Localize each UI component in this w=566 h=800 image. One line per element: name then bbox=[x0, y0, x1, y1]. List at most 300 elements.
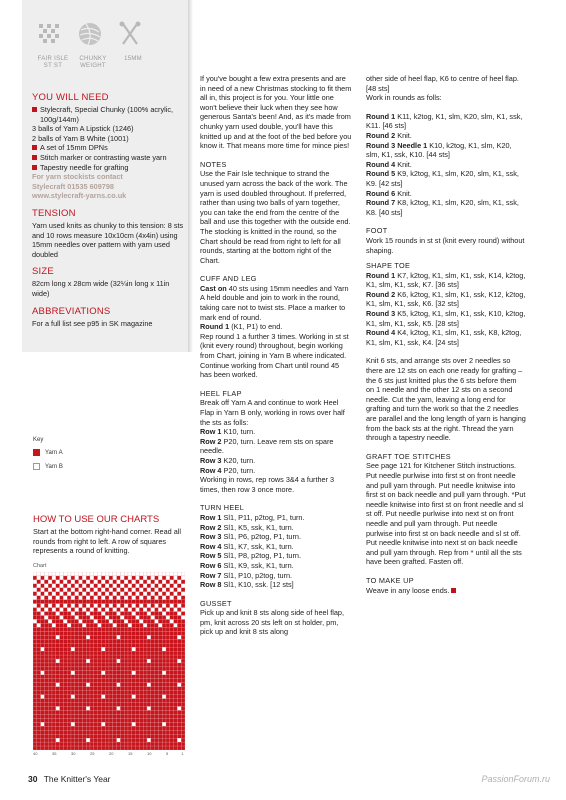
chart-cell bbox=[60, 687, 64, 691]
chart-cell bbox=[48, 730, 52, 734]
chart-cell bbox=[147, 635, 151, 639]
chart-cell bbox=[75, 608, 79, 612]
chart-cell bbox=[132, 726, 136, 730]
chart-cell bbox=[98, 679, 102, 683]
chart-cell bbox=[181, 695, 185, 699]
chart-cell bbox=[139, 718, 143, 722]
chart-cell bbox=[117, 687, 121, 691]
chart-cell bbox=[98, 746, 102, 750]
chart-cell bbox=[90, 651, 94, 655]
chart-cell bbox=[94, 580, 98, 584]
chart-cell bbox=[79, 663, 83, 667]
chart-cell bbox=[147, 604, 151, 608]
chart-cell bbox=[67, 679, 71, 683]
chart-cell bbox=[109, 675, 113, 679]
chart-cell bbox=[120, 619, 124, 623]
chart-cell bbox=[132, 659, 136, 663]
chart-cell bbox=[120, 742, 124, 746]
chart-cell bbox=[75, 623, 79, 627]
chart-cell bbox=[166, 691, 170, 695]
chart-cell bbox=[117, 631, 121, 635]
chart-cell bbox=[181, 734, 185, 738]
chart-cell bbox=[177, 671, 181, 675]
chart-cell bbox=[37, 683, 41, 687]
chart-cell bbox=[52, 683, 56, 687]
chart-cell bbox=[166, 619, 170, 623]
chart-cell bbox=[162, 627, 166, 631]
chart-cell bbox=[136, 639, 140, 643]
chart-cell bbox=[101, 604, 105, 608]
chart-cell bbox=[166, 651, 170, 655]
chart-cell bbox=[48, 710, 52, 714]
chart-cell bbox=[113, 667, 117, 671]
yarn-ball-icon bbox=[76, 20, 104, 48]
chart-cell bbox=[60, 580, 64, 584]
chart-cell bbox=[170, 639, 174, 643]
chart-cell bbox=[105, 730, 109, 734]
chart-cell bbox=[158, 726, 162, 730]
chart-cell bbox=[79, 671, 83, 675]
chart-cell bbox=[75, 596, 79, 600]
chart-cell bbox=[101, 710, 105, 714]
chart-cell bbox=[41, 671, 45, 675]
chart-cell bbox=[56, 738, 60, 742]
chart-cell bbox=[132, 651, 136, 655]
chart-cell bbox=[37, 608, 41, 612]
chart-cell bbox=[98, 699, 102, 703]
chart-cell bbox=[139, 691, 143, 695]
chart-cell bbox=[155, 675, 159, 679]
chart-cell bbox=[67, 734, 71, 738]
chart-cell bbox=[151, 699, 155, 703]
chart-cell bbox=[48, 742, 52, 746]
chart-cell bbox=[147, 663, 151, 667]
watermark-text: PassionForum.ru bbox=[481, 774, 550, 784]
chart-cell bbox=[132, 675, 136, 679]
chart-cell bbox=[67, 651, 71, 655]
chart-cell bbox=[136, 612, 140, 616]
chart-cell bbox=[101, 596, 105, 600]
chart-cell bbox=[86, 596, 90, 600]
chart-cell bbox=[33, 718, 37, 722]
abbreviations-heading: ABBREVIATIONS bbox=[32, 305, 111, 317]
chart-cell bbox=[44, 576, 48, 580]
chart-cell bbox=[33, 580, 37, 584]
chart-cell bbox=[101, 742, 105, 746]
chart-cell bbox=[75, 746, 79, 750]
chart-cell bbox=[174, 695, 178, 699]
chart-cell bbox=[128, 639, 132, 643]
chart-cell bbox=[41, 659, 45, 663]
chart-cell bbox=[117, 596, 121, 600]
chart-cell bbox=[86, 714, 90, 718]
foot-text: Work 15 rounds in st st (knit every round) without shaping. bbox=[366, 235, 525, 255]
chart-cell bbox=[147, 596, 151, 600]
chart-cell bbox=[33, 679, 37, 683]
chart-cell bbox=[44, 695, 48, 699]
chart-cell bbox=[177, 718, 181, 722]
chart-cell bbox=[166, 635, 170, 639]
chart-cell bbox=[120, 738, 124, 742]
chart-cell bbox=[136, 703, 140, 707]
chart-cell bbox=[90, 635, 94, 639]
chart-cell bbox=[37, 576, 41, 580]
chart-cell bbox=[67, 623, 71, 627]
chart-cell bbox=[52, 612, 56, 616]
chart-cell bbox=[71, 647, 75, 651]
chart-cell bbox=[139, 734, 143, 738]
chart-cell bbox=[71, 643, 75, 647]
chart-cell bbox=[124, 616, 128, 620]
chart-cell bbox=[139, 612, 143, 616]
chart-cell bbox=[151, 667, 155, 671]
chart-cell bbox=[101, 734, 105, 738]
chart-cell bbox=[33, 655, 37, 659]
chart-cell bbox=[71, 651, 75, 655]
chart-cell bbox=[98, 604, 102, 608]
needle-size-badge bbox=[116, 20, 150, 63]
chart-cell bbox=[75, 671, 79, 675]
chart-cell bbox=[120, 604, 124, 608]
chart-cell bbox=[162, 631, 166, 635]
chart-cell bbox=[44, 631, 48, 635]
chart-cell bbox=[86, 580, 90, 584]
chart-cell bbox=[71, 734, 75, 738]
chart-cell bbox=[63, 580, 67, 584]
chart-cell bbox=[124, 687, 128, 691]
chart-cell bbox=[52, 600, 56, 604]
chart-cell bbox=[177, 584, 181, 588]
chart-cell bbox=[48, 627, 52, 631]
chart-cell bbox=[124, 675, 128, 679]
chart-cell bbox=[124, 576, 128, 580]
chart-cell bbox=[147, 742, 151, 746]
chart-cell bbox=[174, 616, 178, 620]
chart-cell bbox=[120, 600, 124, 604]
chart-cell bbox=[136, 726, 140, 730]
chart-cell bbox=[120, 691, 124, 695]
chart-cell bbox=[128, 612, 132, 616]
chart-cell bbox=[63, 651, 67, 655]
chart-cell bbox=[143, 714, 147, 718]
chart-cell bbox=[147, 612, 151, 616]
chart-cell bbox=[162, 722, 166, 726]
chart-cell bbox=[170, 683, 174, 687]
chart-cell bbox=[181, 600, 185, 604]
chart-cell bbox=[82, 687, 86, 691]
chart-cell bbox=[56, 659, 60, 663]
chart-cell bbox=[174, 604, 178, 608]
chart-cell bbox=[109, 600, 113, 604]
chart-cell bbox=[162, 734, 166, 738]
chart-cell bbox=[128, 584, 132, 588]
chart-cell bbox=[143, 703, 147, 707]
chart-cell bbox=[143, 608, 147, 612]
chart-cell bbox=[166, 687, 170, 691]
chart-cell bbox=[155, 726, 159, 730]
chart-cell bbox=[52, 576, 56, 580]
chart-cell bbox=[120, 592, 124, 596]
middle-column bbox=[200, 74, 352, 637]
chart-cell bbox=[166, 659, 170, 663]
chart-cell bbox=[60, 631, 64, 635]
chart-cell bbox=[151, 572, 155, 576]
chart-cell bbox=[139, 608, 143, 612]
round-1-text: Round 1 (K1, P1) to end. bbox=[200, 322, 283, 332]
chart-cell bbox=[82, 695, 86, 699]
chart-cell bbox=[177, 655, 181, 659]
chart-cell bbox=[147, 631, 151, 635]
chart-cell bbox=[63, 616, 67, 620]
chart-cell bbox=[71, 619, 75, 623]
chart-cell bbox=[75, 742, 79, 746]
chart-cell bbox=[52, 659, 56, 663]
chart-cell bbox=[162, 659, 166, 663]
chart-cell bbox=[60, 627, 64, 631]
chart-cell bbox=[143, 691, 147, 695]
chart-cell bbox=[98, 639, 102, 643]
chart-cell bbox=[117, 691, 121, 695]
chart-cell bbox=[101, 730, 105, 734]
chart-cell bbox=[79, 687, 83, 691]
chart-cell bbox=[48, 608, 52, 612]
chart-cell bbox=[124, 695, 128, 699]
chunky-weight-label: CHUNKY WEIGHT bbox=[79, 56, 107, 69]
chart-cell bbox=[90, 691, 94, 695]
chart-cell bbox=[120, 663, 124, 667]
chart-cell bbox=[143, 687, 147, 691]
chart-cell bbox=[44, 635, 48, 639]
chart-cell bbox=[181, 679, 185, 683]
chart-cell bbox=[136, 600, 140, 604]
chart-cell bbox=[82, 730, 86, 734]
chart-cell bbox=[113, 588, 117, 592]
chart-cell bbox=[33, 691, 37, 695]
chart-cell bbox=[48, 679, 52, 683]
chart-cell bbox=[136, 746, 140, 750]
chart-cell bbox=[37, 679, 41, 683]
chart-cell bbox=[158, 679, 162, 683]
chart-cell bbox=[86, 643, 90, 647]
chart-cell bbox=[71, 691, 75, 695]
chart-cell bbox=[124, 572, 128, 576]
chart-cell bbox=[124, 667, 128, 671]
chart-cell bbox=[56, 699, 60, 703]
chart-cell bbox=[60, 675, 64, 679]
chart-cell bbox=[75, 572, 79, 576]
chart-cell bbox=[98, 580, 102, 584]
chart-cell bbox=[162, 616, 166, 620]
chart-cell bbox=[139, 635, 143, 639]
chart-cell bbox=[44, 612, 48, 616]
chart-cell bbox=[155, 742, 159, 746]
chart-cell bbox=[117, 667, 121, 671]
chart-cell bbox=[143, 572, 147, 576]
chart-cell bbox=[109, 588, 113, 592]
chart-cell bbox=[98, 592, 102, 596]
chart-cell bbox=[98, 706, 102, 710]
chart-cell bbox=[86, 608, 90, 612]
chart-cell bbox=[147, 726, 151, 730]
abbreviations-section bbox=[32, 306, 188, 329]
chart-cell bbox=[174, 651, 178, 655]
chart-cell bbox=[37, 643, 41, 647]
sidebar-content bbox=[32, 92, 188, 335]
chart-cell bbox=[174, 584, 178, 588]
chart-cell bbox=[113, 710, 117, 714]
chart-cell bbox=[177, 639, 181, 643]
key-yarn-a: Yarn A bbox=[33, 449, 153, 463]
chart-cell bbox=[158, 699, 162, 703]
chart-cell bbox=[158, 663, 162, 667]
chart-cell bbox=[147, 722, 151, 726]
chart-cell bbox=[82, 703, 86, 707]
chart-cell bbox=[48, 663, 52, 667]
chart-cell bbox=[98, 612, 102, 616]
chart-cell bbox=[158, 647, 162, 651]
chart-cell bbox=[94, 635, 98, 639]
chart-cell bbox=[120, 588, 124, 592]
chart-cell bbox=[128, 695, 132, 699]
chart-cell bbox=[90, 706, 94, 710]
chart-cell bbox=[105, 651, 109, 655]
chart-cell bbox=[139, 667, 143, 671]
chart-cell bbox=[136, 572, 140, 576]
you-will-need-heading: YOU WILL NEED bbox=[32, 92, 109, 103]
chart-cell bbox=[52, 663, 56, 667]
chart-cell bbox=[86, 631, 90, 635]
chart-cell bbox=[124, 679, 128, 683]
chart-cell bbox=[86, 604, 90, 608]
chart-cell bbox=[113, 695, 117, 699]
chart-cell bbox=[117, 647, 121, 651]
chart-cell bbox=[132, 627, 136, 631]
chart-cell bbox=[113, 600, 117, 604]
chart-cell bbox=[41, 679, 45, 683]
chart-cell bbox=[151, 643, 155, 647]
chart-cell bbox=[158, 600, 162, 604]
chart-cell bbox=[155, 572, 159, 576]
chart-cell bbox=[113, 580, 117, 584]
chart-cell bbox=[158, 584, 162, 588]
chart-cell bbox=[41, 718, 45, 722]
chart-cell bbox=[128, 588, 132, 592]
chart-cell bbox=[117, 663, 121, 667]
gusset-round: Round 4 Knit. bbox=[366, 159, 412, 169]
chart-cell bbox=[132, 619, 136, 623]
chart-cell bbox=[52, 730, 56, 734]
chart-cell bbox=[139, 671, 143, 675]
chart-cell bbox=[113, 623, 117, 627]
chart-cell bbox=[33, 726, 37, 730]
chart-cell bbox=[155, 616, 159, 620]
chart-cell bbox=[44, 655, 48, 659]
chart-cell bbox=[113, 718, 117, 722]
chart-cell bbox=[113, 738, 117, 742]
chart-cell bbox=[124, 631, 128, 635]
chart-cell bbox=[44, 608, 48, 612]
chart-cell bbox=[128, 572, 132, 576]
chart-cell bbox=[52, 699, 56, 703]
chart-cell bbox=[60, 683, 64, 687]
chart-cell bbox=[158, 722, 162, 726]
chart-cell bbox=[105, 604, 109, 608]
chart-cell bbox=[113, 576, 117, 580]
chart-cell bbox=[117, 722, 121, 726]
chart-cell bbox=[71, 722, 75, 726]
chart-cell bbox=[101, 612, 105, 616]
chart-cell bbox=[113, 726, 117, 730]
chart-cell bbox=[132, 588, 136, 592]
chart-cell bbox=[162, 706, 166, 710]
chart-cell bbox=[162, 714, 166, 718]
chart-cell bbox=[71, 584, 75, 588]
chart-cell bbox=[33, 623, 37, 627]
chart-cell bbox=[82, 714, 86, 718]
chart-cell bbox=[67, 584, 71, 588]
chart-cell bbox=[98, 572, 102, 576]
chart-cell bbox=[48, 706, 52, 710]
chart-cell bbox=[48, 659, 52, 663]
chart-cell bbox=[151, 663, 155, 667]
chart-cell bbox=[37, 619, 41, 623]
chart-cell bbox=[33, 687, 37, 691]
chart-cell bbox=[105, 742, 109, 746]
chart-cell bbox=[90, 718, 94, 722]
chart-cell bbox=[139, 643, 143, 647]
gusset-round: Round 3 Needle 1 K10, k2tog, K1, slm, K20, slm, K1, ssk, K10. [44 sts] bbox=[366, 140, 512, 160]
chart-cell bbox=[79, 655, 83, 659]
chart-cell bbox=[147, 714, 151, 718]
chart-cell bbox=[33, 663, 37, 667]
chart-cell bbox=[37, 623, 41, 627]
chart-cell bbox=[101, 695, 105, 699]
chart-cell bbox=[109, 706, 113, 710]
chart-cell bbox=[105, 572, 109, 576]
chart-cell bbox=[37, 691, 41, 695]
chart-cell bbox=[174, 742, 178, 746]
chart-cell bbox=[174, 663, 178, 667]
chart-cell bbox=[109, 730, 113, 734]
stockists-website-link[interactable]: www.stylecraft-yarns.co.uk bbox=[32, 191, 127, 201]
chart-cell bbox=[75, 616, 79, 620]
chart-cell bbox=[101, 663, 105, 667]
chart-cell bbox=[143, 604, 147, 608]
chart-cell bbox=[56, 596, 60, 600]
chart-cell bbox=[162, 683, 166, 687]
chart-cell bbox=[147, 675, 151, 679]
chart-cell bbox=[98, 710, 102, 714]
chart-cell bbox=[170, 679, 174, 683]
chart-cell bbox=[109, 627, 113, 631]
chart-cell bbox=[139, 647, 143, 651]
chart-cell bbox=[56, 651, 60, 655]
chart-cell bbox=[37, 584, 41, 588]
chart-cell bbox=[136, 616, 140, 620]
chart-cell bbox=[170, 647, 174, 651]
chart-cell bbox=[90, 604, 94, 608]
chart-cell bbox=[155, 695, 159, 699]
chart-cell bbox=[128, 667, 132, 671]
chart-cell bbox=[79, 667, 83, 671]
chart-cell bbox=[128, 643, 132, 647]
chart-cell bbox=[132, 710, 136, 714]
chart-cell bbox=[79, 635, 83, 639]
chart-cell bbox=[147, 627, 151, 631]
chart-cell bbox=[44, 722, 48, 726]
chart-cell bbox=[79, 703, 83, 707]
chart-cell bbox=[98, 695, 102, 699]
